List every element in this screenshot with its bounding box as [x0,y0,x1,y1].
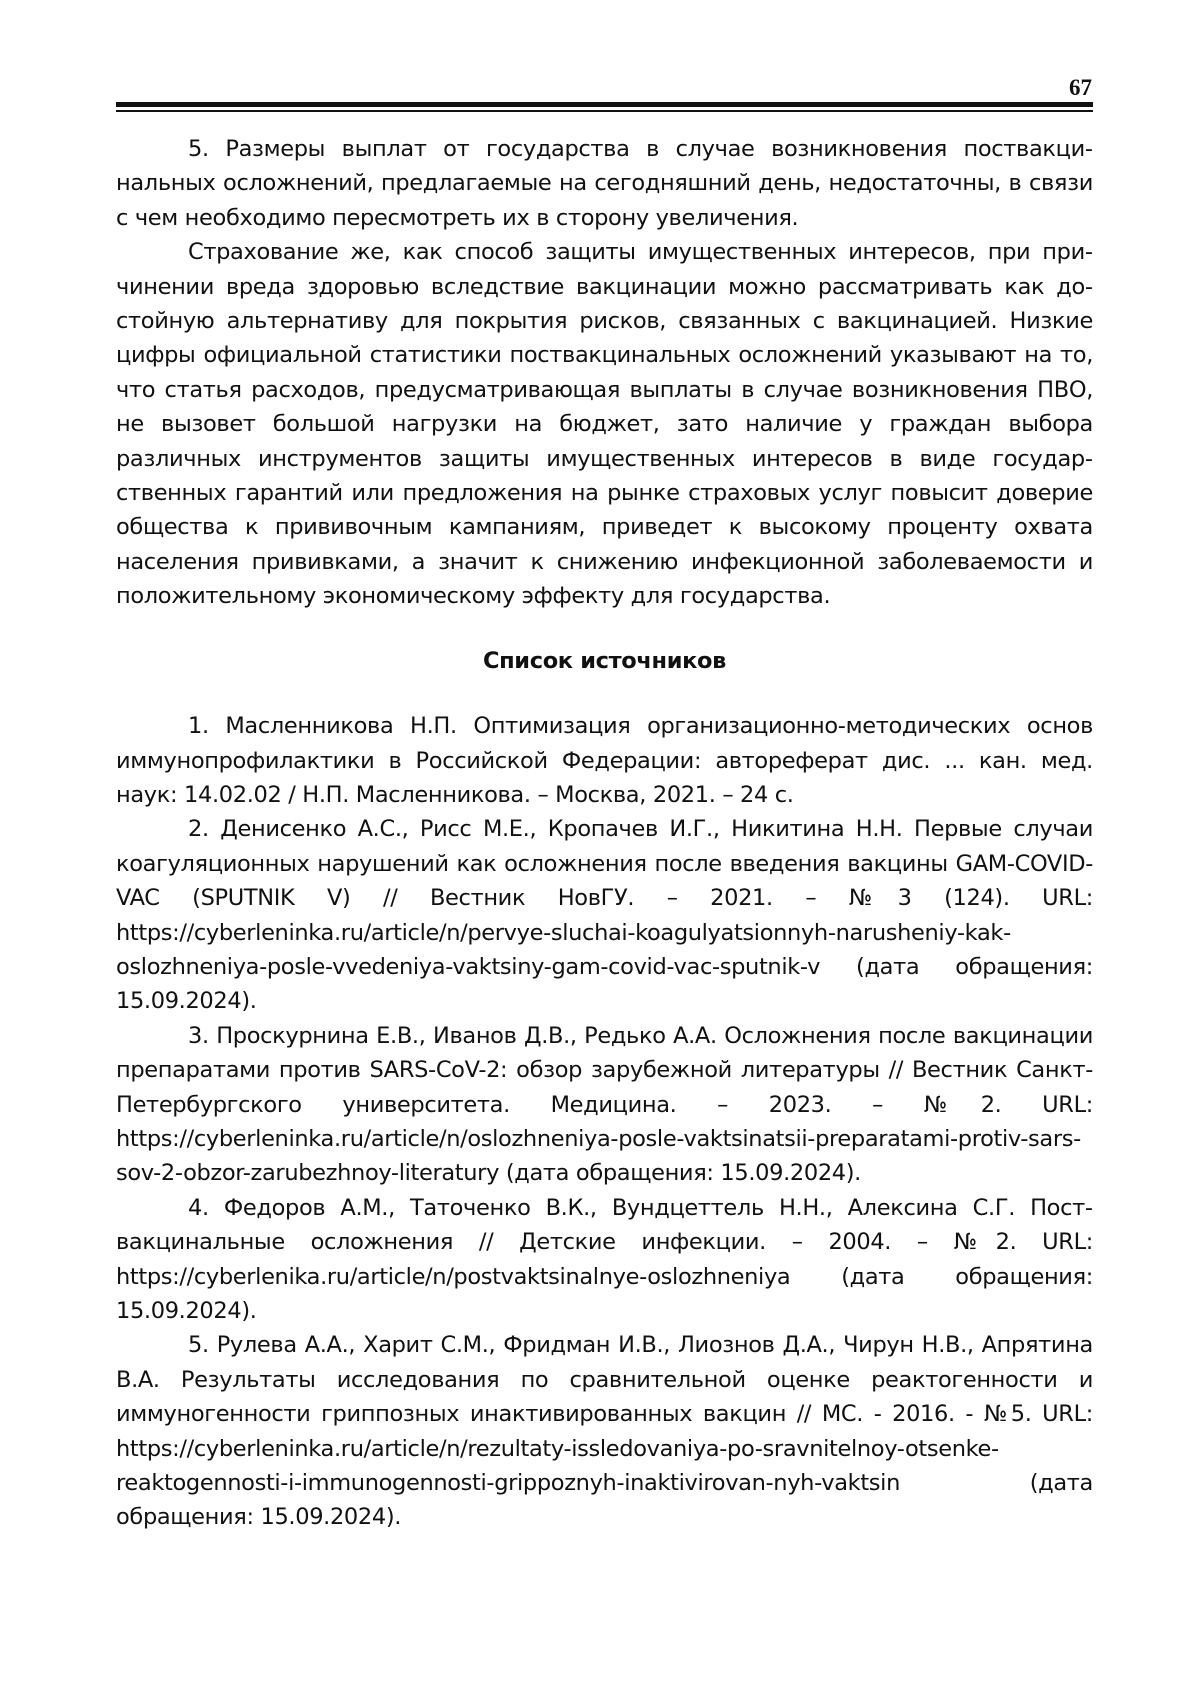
reference-item-4: 4. Федоров А.М., Таточенко В.К., Вундцеттель Н.Н., Алексина С.Г. Поствакцинальные осложнения // Детские инфекции. – 2004. – №2. URL: https://cyberlenika.ru/article/n/postvaktsinalnye-oslozhneniya (дата обращения: 15.09.2024). [116,1194,1093,1324]
reference-item-3: 3. Проскурнина Е.В., Иванов Д.В., Редько А.А. Осложнения после вакцинации препаратами против SARS-CoV-2: обзор зарубежной литературы // Вестник Санкт-Петербургского университета. Медицина. – 2023. – №2. URL: https://cyberleninka.ru/article/n/oslozhneniya-posle-vaktsinatsii-preparatami-protiv-sars-sov-2-obzor-zarubezhnoy-literatury (дата обращения: 15.09.2024). [116,1022,1093,1187]
header-rule-thin [116,110,1093,112]
reference-item-2: 2. Денисенко А.С., Рисс М.Е., Кропачев И.Г., Никитина Н.Н. Первые случаи коагуляционных нарушений как осложнения после введения вакцины GAM-COVID-VAC (SPUTNIK V) // Вестник НовГУ. – 2021. – №3 (124). URL: https://cyberleninka.ru/article/n/pervye-sluchai-koagulyatsionnyh-narusheniy-kak-oslozhneniya-posle-vvedeniya-vaktsiny-gam-covid-vac-sputnik-v (дата обращения: 15.09.2024). [116,816,1093,1015]
page-content [116,132,1093,1535]
reference-item-5: 5. Рулева А.А., Харит С.М., Фридман И.В., Лиознов Д.А., Чирун Н.В., Апрятина В.А. Результаты исследования по сравнительной оценке реактогенности и иммуногенности гриппозных инактивированных вакцин // МС. - 2016. - №5. URL: https://cyberleninka.ru/article/n/rezultaty-issledovaniya-po-sravnitelnoy-otsenke-reaktogennosti-i-immunogennosti-grippoznyh-inaktivirovan-nyh-vaktsin (дата обращения: 15.09.2024). [116,1332,1093,1531]
page-number: 67 [1069,75,1092,100]
body-paragraph-2: Страхование же, как способ защиты имущественных интересов, при причинении вреда здоровью вследствие вакцинации можно рассматривать как достойную альтернативу для покрытия рисков, связанных с вакцинацией. Низкие цифры официальной статистики поствакцинальных осложнений указывают на то, что статья расходов, предусматривающая выплаты в случае возникновения ПВО, не вызовет большой нагрузки на бюджет, зато наличие у граждан выбора различных инструментов защиты имущественных интересов в виде государственных гарантий или предложения на рынке страховых услуг повысит доверие общества к прививочным кампаниям, приведет к высокому проценту охвата населения прививками, а значит к снижению инфекционной заболеваемости и положительному экономическому эффекту для государства. [116,239,1093,610]
references-heading: Список источников [482,647,727,674]
header-rule-thick [116,102,1093,107]
body-paragraph-1: 5. Размеры выплат от государства в случае возникновения поствакцинальных осложнений, предлагаемые на сегодняшний день, недостаточны, в связи с чем необходимо пересмотреть их в сторону увеличения. [116,136,1093,231]
references-list [116,709,1093,1535]
reference-item-1: 1. Масленникова Н.П. Оптимизация организационно-методических основ иммунопрофилактики в Российской Федерации: автореферат дис. ... кан. мед. наук: 14.02.02 / Н.П. Масленникова. – Москва, 2021. – 24 с. [116,713,1093,808]
